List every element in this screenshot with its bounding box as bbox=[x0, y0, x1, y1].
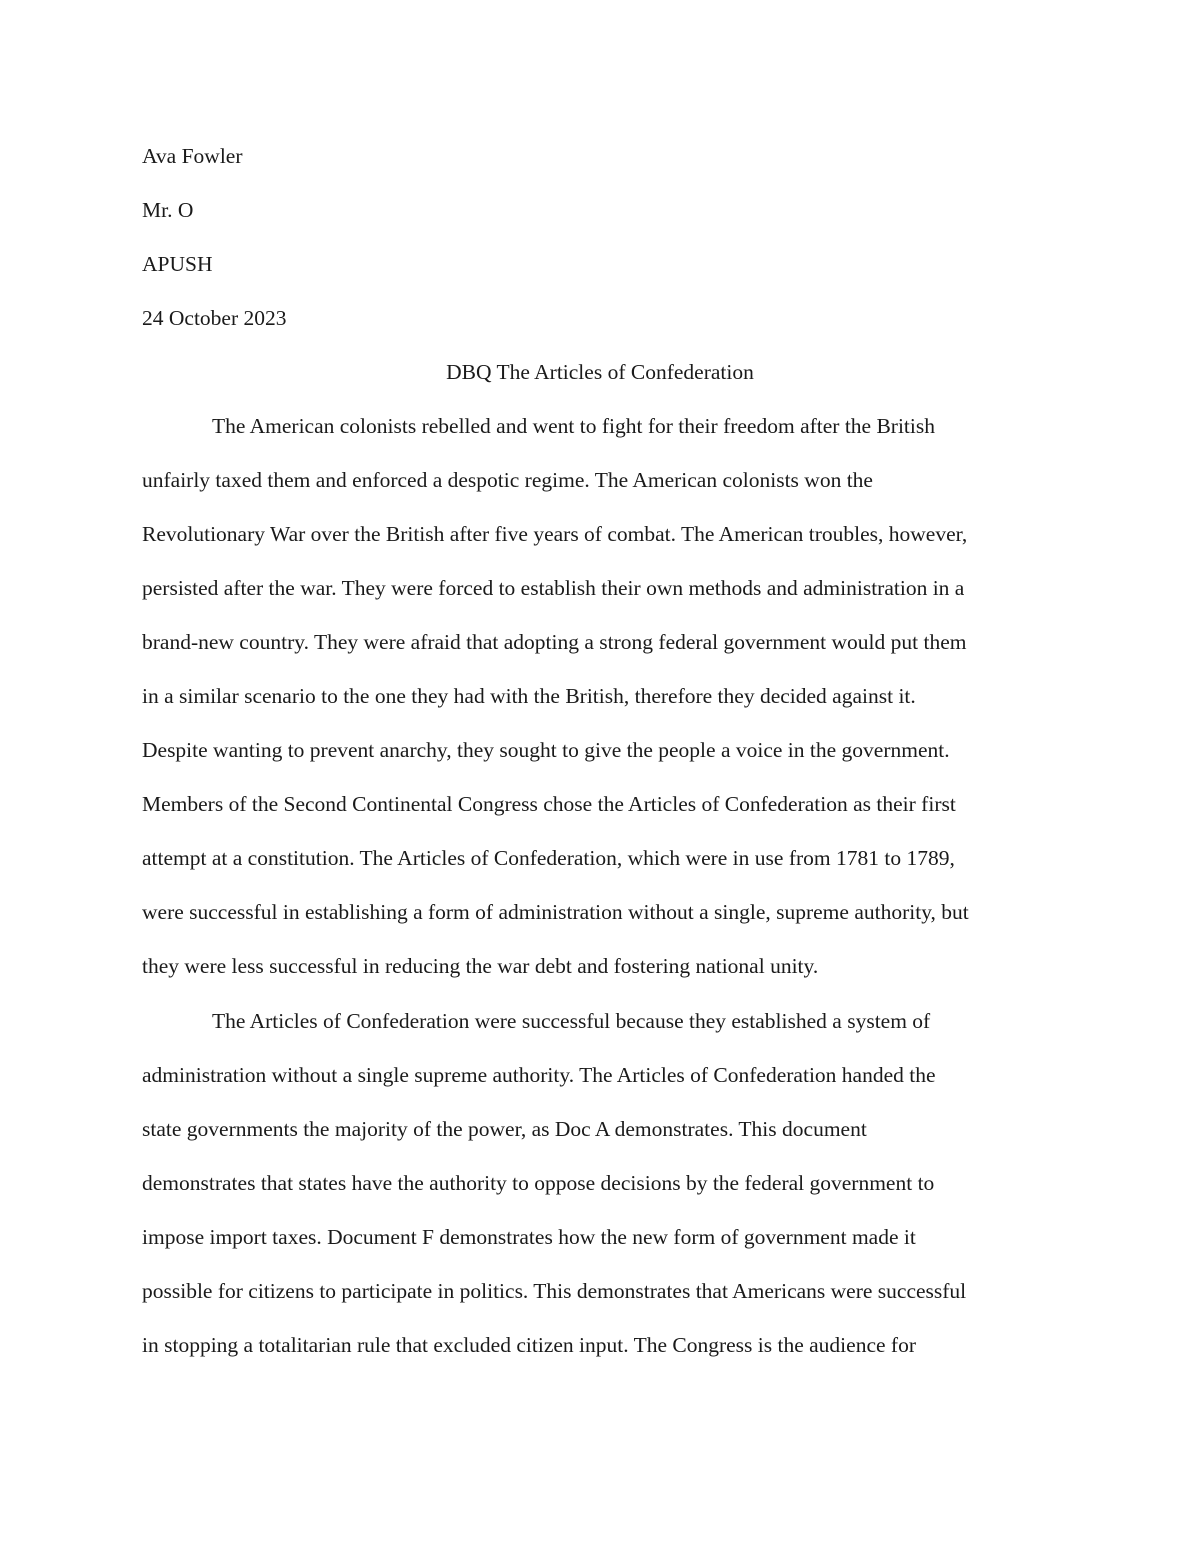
text-line: brand-new country. They were afraid that adopting a strong federal government would put them bbox=[142, 630, 967, 654]
text-line: attempt at a constitution. The Articles of Confederation, which were in use from 1781 to 1789, bbox=[142, 846, 955, 870]
text-line: The Articles of Confederation were successful because they established a system of bbox=[212, 1009, 931, 1033]
essay-title: DBQ The Articles of Confederation bbox=[446, 360, 754, 384]
text-line: persisted after the war. They were forced to establish their own methods and administration in a bbox=[142, 576, 965, 600]
text-line: Despite wanting to prevent anarchy, they sought to give the people a voice in the government. bbox=[142, 738, 950, 762]
text-line: they were less successful in reducing the war debt and fostering national unity. bbox=[142, 954, 819, 978]
text-line: demonstrates that states have the authority to oppose decisions by the federal government to bbox=[142, 1171, 935, 1195]
course-name: APUSH bbox=[142, 252, 213, 276]
author-name: Ava Fowler bbox=[142, 144, 243, 168]
text-line: in stopping a totalitarian rule that excluded citizen input. The Congress is the audience for bbox=[142, 1333, 916, 1357]
text-line: impose import taxes. Document F demonstrates how the new form of government made it bbox=[142, 1225, 916, 1249]
date: 24 October 2023 bbox=[142, 306, 287, 330]
text-line: possible for citizens to participate in politics. This demonstrates that Americans were successful bbox=[142, 1279, 967, 1303]
text-line: state governments the majority of the power, as Doc A demonstrates. This document bbox=[142, 1117, 867, 1141]
teacher-name: Mr. O bbox=[142, 198, 194, 222]
text-line: were successful in establishing a form of administration without a single, supreme authority, but bbox=[142, 900, 969, 924]
text-line: unfairly taxed them and enforced a despotic regime. The American colonists won the bbox=[142, 468, 873, 492]
text-line: Members of the Second Continental Congress chose the Articles of Confederation as their first bbox=[142, 792, 956, 816]
text-line: in a similar scenario to the one they had with the British, therefore they decided against it. bbox=[142, 684, 916, 708]
text-line: Revolutionary War over the British after five years of combat. The American troubles, however, bbox=[142, 522, 968, 546]
text-line: The American colonists rebelled and went to fight for their freedom after the British bbox=[212, 414, 936, 438]
text-line: administration without a single supreme authority. The Articles of Confederation handed the bbox=[142, 1063, 936, 1087]
